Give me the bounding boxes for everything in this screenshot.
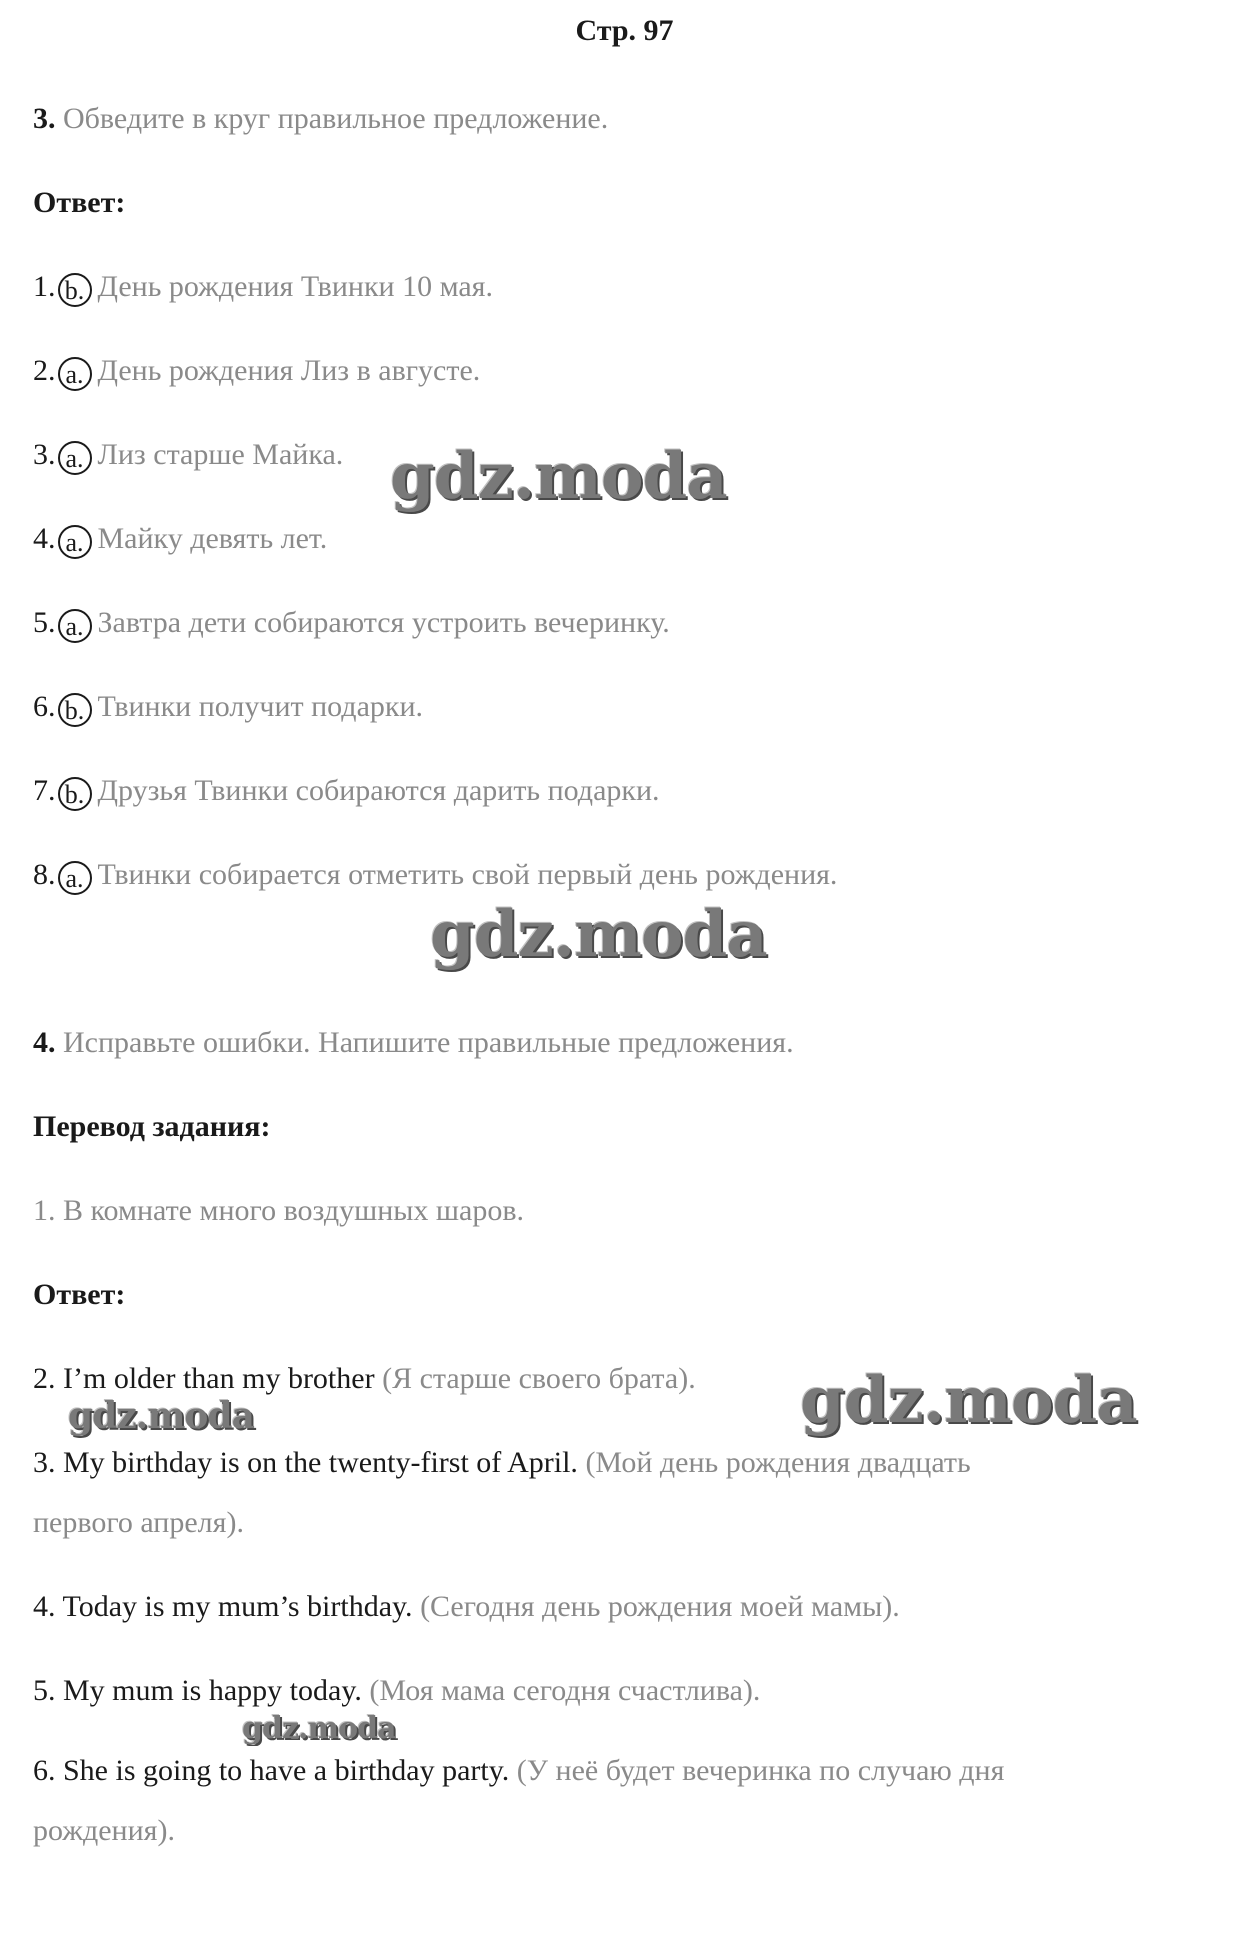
circled-answer: b. — [58, 693, 92, 727]
task3-header — [33, 100, 608, 138]
circled-answer: b. — [58, 273, 92, 307]
answer-en: 5. My mum is happy today. — [33, 1674, 362, 1707]
item-number: 8. — [33, 858, 56, 891]
watermark: gdz.moda — [390, 439, 727, 514]
task4-instruction: Исправьте ошибки. Напишите правильные предложения. — [63, 1026, 794, 1059]
translation-label: Перевод задания: — [33, 1110, 271, 1143]
item-number: 3. — [33, 438, 56, 471]
watermark: gdz.moda — [242, 1711, 396, 1746]
task3-item — [33, 352, 480, 391]
item-number: 7. — [33, 774, 56, 807]
answer-line — [33, 1588, 900, 1626]
answer-ru: (Я старше своего брата). — [382, 1362, 696, 1395]
circled-answer: a. — [58, 525, 92, 559]
task4-answer-label: Ответ: — [33, 1278, 126, 1311]
answer-ru-continuation: первого апреля). — [33, 1506, 244, 1539]
task4-header — [33, 1024, 794, 1062]
answer-en: 4. Today is my mum’s birthday. — [33, 1590, 413, 1623]
task3-item — [33, 268, 493, 307]
item-text: Завтра дети собираются устроить вечеринку. — [97, 606, 670, 639]
answer-en: 2. I’m older than my brother — [33, 1362, 375, 1395]
watermark: gdz.moda — [430, 897, 767, 972]
item-text: Твинки собирается отметить свой первый день рождения. — [97, 858, 838, 891]
task3-item — [33, 772, 660, 811]
answer-line — [33, 1752, 1004, 1790]
task3-item — [33, 604, 670, 643]
answer-ru: (Моя мама сегодня счастлива). — [369, 1674, 761, 1707]
answer-line — [33, 1444, 971, 1482]
answer-en: 6. She is going to have a birthday party. — [33, 1754, 510, 1787]
task3-item — [33, 520, 327, 559]
task4-number: 4. — [33, 1026, 56, 1059]
task3-answer-label: Ответ: — [33, 186, 126, 219]
answer-ru-continuation: рождения). — [33, 1814, 175, 1847]
answer-ru: (Мой день рождения двадцать — [585, 1446, 971, 1479]
answer-en: 3. My birthday is on the twenty-first of April. — [33, 1446, 578, 1479]
item-number: 5. — [33, 606, 56, 639]
task3-item — [33, 688, 423, 727]
circled-answer: b. — [58, 777, 92, 811]
watermark: gdz.moda — [800, 1363, 1137, 1438]
task3-item — [33, 436, 343, 475]
task3-number: 3. — [33, 102, 56, 135]
item-text: День рождения Лиз в августе. — [97, 354, 481, 387]
item-number: 2. — [33, 354, 56, 387]
circled-answer: a. — [58, 609, 92, 643]
item-text: Твинки получит подарки. — [97, 690, 424, 723]
item-text: Майку девять лет. — [97, 522, 328, 555]
task3-instruction: Обведите в круг правильное предложение. — [63, 102, 609, 135]
item-number: 6. — [33, 690, 56, 723]
watermark: gdz.moda — [68, 1395, 254, 1437]
translation-item: 1. В комнате много воздушных шаров. — [33, 1194, 525, 1227]
task3-item — [33, 856, 837, 895]
item-number: 1. — [33, 270, 56, 303]
item-text: Лиз старше Майка. — [97, 438, 344, 471]
answer-line — [33, 1672, 760, 1710]
circled-answer: a. — [58, 861, 92, 895]
answer-ru: (Сегодня день рождения моей мамы). — [420, 1590, 900, 1623]
page-title: Стр. 97 — [575, 14, 674, 47]
answer-ru: (У неё будет вечеринка по случаю дня — [516, 1754, 1005, 1787]
item-number: 4. — [33, 522, 56, 555]
item-text: Друзья Твинки собираются дарить подарки. — [97, 774, 660, 807]
circled-answer: a. — [58, 357, 92, 391]
answer-line — [33, 1360, 696, 1398]
item-text: День рождения Твинки 10 мая. — [97, 270, 493, 303]
circled-answer: a. — [58, 441, 92, 475]
